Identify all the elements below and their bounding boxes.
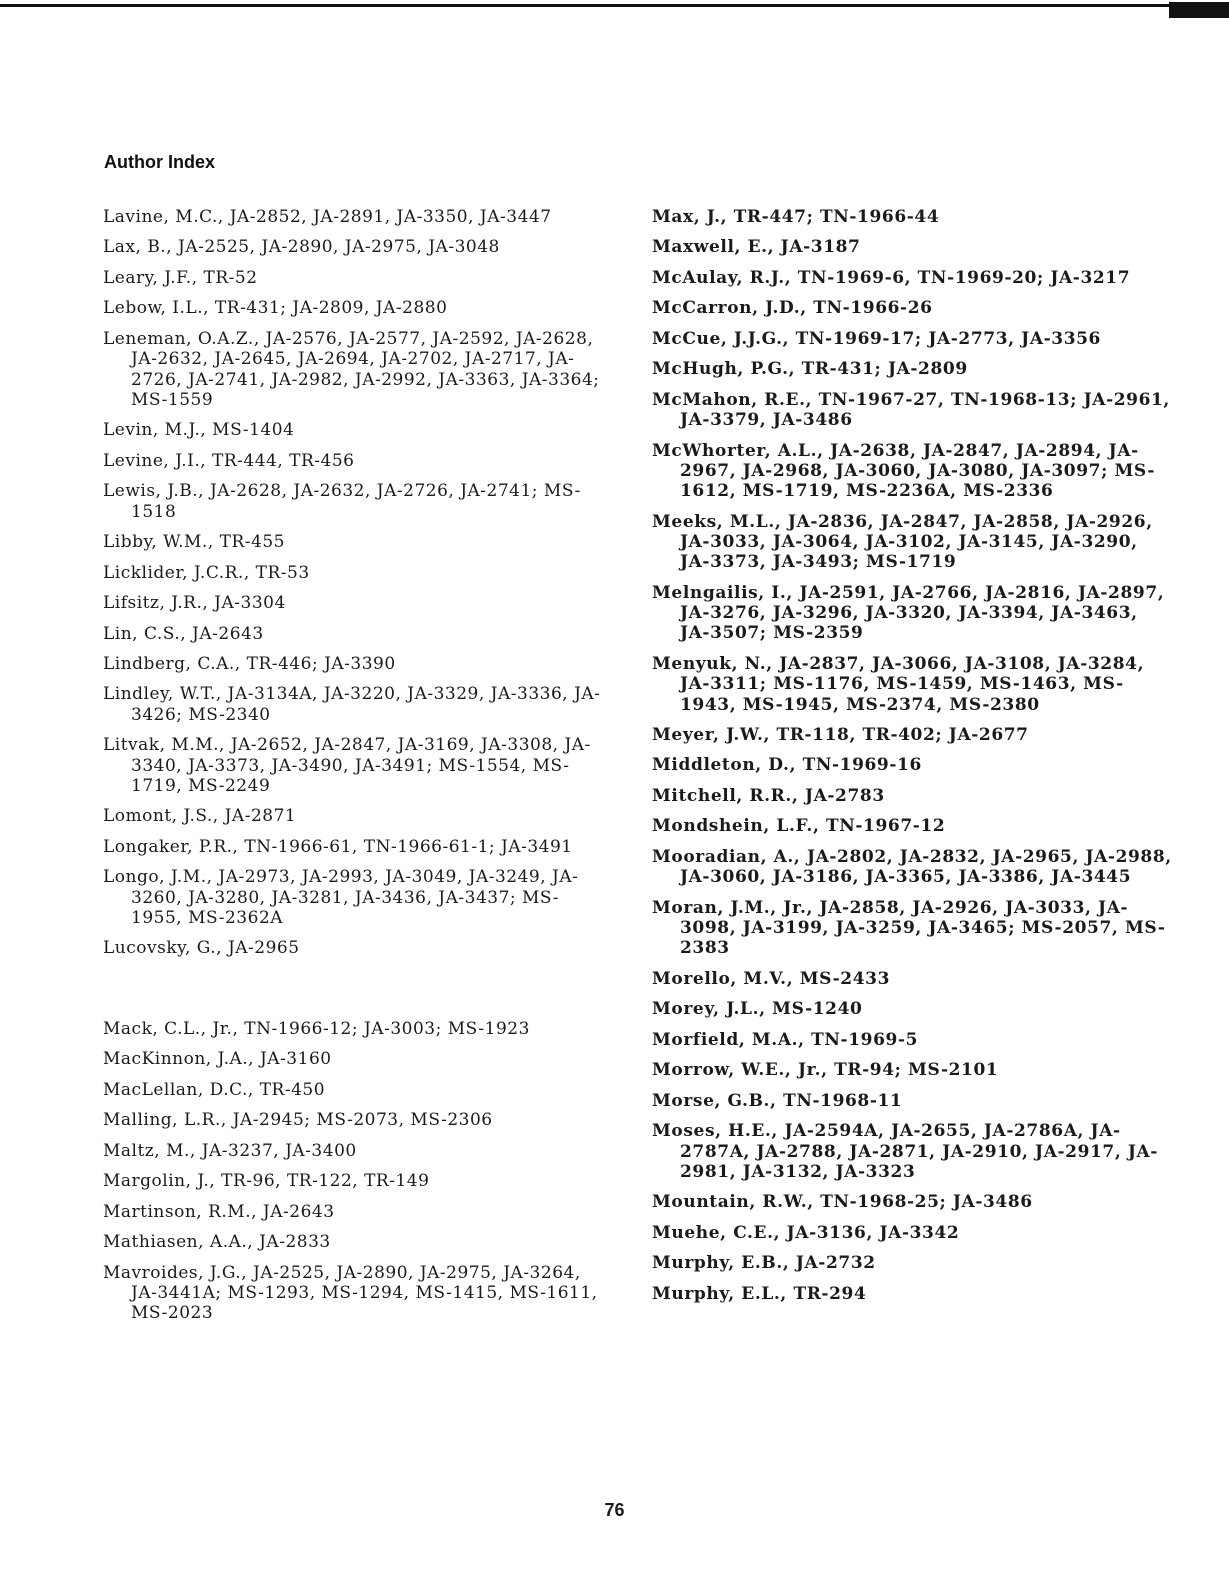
index-entry: Lindley, W.T., JA-3134A, JA-3220, JA-3329, JA-3336, JA-3426; MS-2340 (103, 684, 601, 725)
index-entry: Morrow, W.E., Jr., TR-94; MS-2101 (652, 1060, 999, 1081)
index-entry: Longaker, P.R., TN-1966-61, TN-1966-61-1; JA-3491 (103, 836, 573, 857)
left-entry-list-m (103, 1019, 603, 1324)
index-entry: Lucovsky, G., JA-2965 (103, 938, 300, 959)
right-entry-list (652, 207, 1172, 1304)
index-entry: Leneman, O.A.Z., JA-2576, JA-2577, JA-2592, JA-2628, JA-2632, JA-2645, JA-2694, JA-2702, JA-2717, JA-2726, JA-2741, JA-2982, JA-2992, JA-3363, JA-3364; MS-1559 (103, 328, 600, 410)
index-entry: Melngailis, I., JA-2591, JA-2766, JA-2816, JA-2897, JA-3276, JA-3296, JA-3320, JA-3394, JA-3463, JA-3507; MS-2359 (652, 582, 1165, 644)
index-entry: Murphy, E.L., TR-294 (652, 1283, 867, 1304)
index-entry: McCue, J.J.G., TN-1969-17; JA-2773, JA-3356 (652, 328, 1101, 349)
index-entry: Morfield, M.A., TN-1969-5 (652, 1029, 919, 1050)
index-entry: McWhorter, A.L., JA-2638, JA-2847, JA-2894, JA-2967, JA-2968, JA-3060, JA-3080, JA-3097; MS-1612, MS-1719, MS-2236A, MS-2336 (652, 440, 1156, 502)
index-entry: Muehe, C.E., JA-3136, JA-3342 (652, 1222, 960, 1243)
section-gap (103, 969, 603, 1019)
index-entry: Lavine, M.C., JA-2852, JA-2891, JA-3350, JA-3447 (103, 207, 552, 227)
index-entry: Lin, C.S., JA-2643 (103, 623, 264, 644)
index-entry: Lindberg, C.A., TR-446; JA-3390 (103, 654, 396, 674)
index-entry: MacLellan, D.C., TR-450 (103, 1079, 326, 1100)
index-entry: Lax, B., JA-2525, JA-2890, JA-2975, JA-3048 (103, 237, 500, 258)
index-entry: Meyer, J.W., TR-118, TR-402; JA-2677 (652, 725, 1029, 745)
index-entry: Max, J., TR-447; TN-1966-44 (652, 207, 940, 227)
index-entry: McAulay, R.J., TN-1969-6, TN-1969-20; JA-3217 (652, 267, 1131, 288)
index-entry: McHugh, P.G., TR-431; JA-2809 (652, 359, 968, 380)
index-entry: Maltz, M., JA-3237, JA-3400 (103, 1140, 357, 1161)
index-entry: Lifsitz, J.R., JA-3304 (103, 593, 286, 614)
index-entry: Levine, J.I., TR-444, TR-456 (103, 450, 355, 471)
index-entry: Lebow, I.L., TR-431; JA-2809, JA-2880 (103, 298, 448, 319)
index-entry: Menyuk, N., JA-2837, JA-3066, JA-3108, JA-3284, JA-3311; MS-1176, MS-1459, MS-1463, MS-1943, MS-1945, MS-2374, MS-2380 (652, 653, 1145, 715)
index-entry: Middleton, D., TN-1969-16 (652, 755, 922, 776)
top-corner-tab (1169, 2, 1229, 18)
page-number: 76 (604, 1500, 625, 1520)
index-entry: Moses, H.E., JA-2594A, JA-2655, JA-2786A, JA-2787A, JA-2788, JA-2871, JA-2910, JA-2917, JA-2981, JA-3132, JA-3323 (652, 1121, 1158, 1182)
left-column (103, 207, 603, 1334)
index-entry: Licklider, J.C.R., TR-53 (103, 562, 310, 583)
index-entry: Morello, M.V., MS-2433 (652, 968, 891, 989)
index-entry: Mavroides, J.G., JA-2525, JA-2890, JA-2975, JA-3264, JA-3441A; MS-1293, MS-1294, MS-1415, MS-1611, MS-2023 (103, 1262, 598, 1324)
index-entry: Malling, L.R., JA-2945; MS-2073, MS-2306 (103, 1110, 493, 1131)
index-entry: Litvak, M.M., JA-2652, JA-2847, JA-3169, JA-3308, JA-3340, JA-3373, JA-3490, JA-3491; MS-1554, MS-1719, MS-2249 (103, 735, 591, 796)
index-entry: Mack, C.L., Jr., TN-1966-12; JA-3003; MS-1923 (103, 1018, 530, 1039)
index-entry: McCarron, J.D., TN-1966-26 (652, 298, 933, 319)
index-entry: Longo, J.M., JA-2973, JA-2993, JA-3049, JA-3249, JA-3260, JA-3280, JA-3281, JA-3436, JA-3437; MS-1955, MS-2362A (103, 867, 579, 928)
right-column (652, 207, 1172, 1314)
index-entry: Lewis, J.B., JA-2628, JA-2632, JA-2726, JA-2741; MS-1518 (103, 481, 581, 522)
index-entry: Lomont, J.S., JA-2871 (103, 806, 297, 827)
index-entry: Moran, J.M., Jr., JA-2858, JA-2926, JA-3033, JA-3098, JA-3199, JA-3259, JA-3465; MS-2057, MS-2383 (652, 897, 1166, 959)
index-entry: Levin, M.J., MS-1404 (103, 420, 295, 441)
index-entry: Mountain, R.W., TN-1968-25; JA-3486 (652, 1192, 1033, 1213)
left-entry-list-l (103, 207, 603, 959)
index-entry: Mooradian, A., JA-2802, JA-2832, JA-2965, JA-2988, JA-3060, JA-3186, JA-3365, JA-3386, JA-3445 (652, 846, 1172, 888)
top-border-rule (0, 4, 1185, 7)
index-entry: McMahon, R.E., TN-1967-27, TN-1968-13; JA-2961, JA-3379, JA-3486 (652, 389, 1170, 431)
index-entry: Mathiasen, A.A., JA-2833 (103, 1232, 331, 1253)
index-entry: Maxwell, E., JA-3187 (652, 237, 861, 258)
index-entry: Libby, W.M., TR-455 (103, 532, 285, 553)
index-entry: Murphy, E.B., JA-2732 (652, 1253, 876, 1274)
index-entry: MacKinnon, J.A., JA-3160 (103, 1049, 332, 1070)
page-title: Author Index (104, 152, 215, 172)
index-entry: Martinson, R.M., JA-2643 (103, 1201, 335, 1222)
index-entry: Mondshein, L.F., TN-1967-12 (652, 816, 946, 837)
index-entry: Morse, G.B., TN-1968-11 (652, 1090, 903, 1111)
index-entry: Mitchell, R.R., JA-2783 (652, 785, 885, 806)
index-entry: Margolin, J., TR-96, TR-122, TR-149 (103, 1171, 430, 1192)
index-entry: Meeks, M.L., JA-2836, JA-2847, JA-2858, JA-2926, JA-3033, JA-3064, JA-3102, JA-3145, JA-3290, JA-3373, JA-3493; MS-1719 (652, 511, 1153, 573)
index-entry: Morey, J.L., MS-1240 (652, 999, 863, 1020)
index-entry: Leary, J.F., TR-52 (103, 267, 258, 288)
